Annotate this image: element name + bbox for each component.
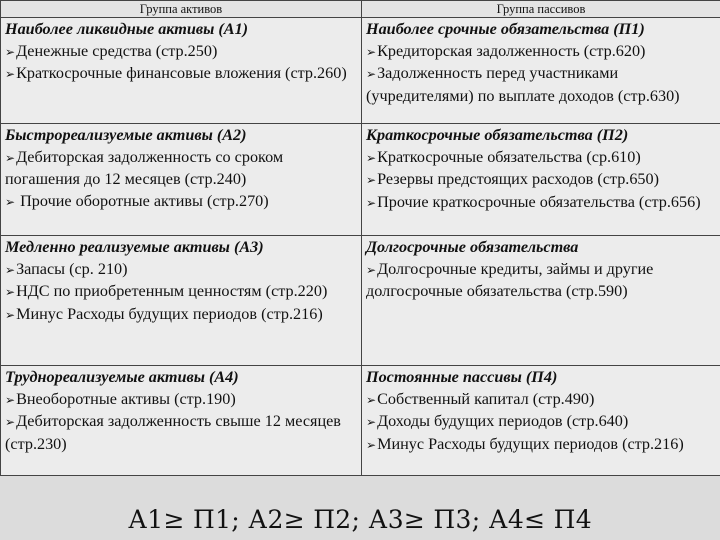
arrowhead-bullet-icon: ➢ xyxy=(5,308,16,323)
list-item: ➢Краткосрочные обязательства (ср.610) xyxy=(366,147,641,166)
liability-group-title: Долгосрочные обязательства xyxy=(366,238,579,256)
assets-group-header: Группа активов xyxy=(1,1,362,18)
asset-group-title: Наиболее ликвидные активы (А1) xyxy=(5,20,249,38)
table-header-row xyxy=(1,1,720,18)
liability-cell-p3 xyxy=(362,236,720,366)
list-item: ➢Краткосрочные финансовые вложения (стр.260) xyxy=(5,64,347,83)
arrowhead-bullet-icon: ➢ xyxy=(5,392,16,407)
list-item: ➢Прочие краткосрочные обязательства (стр.656) xyxy=(366,193,701,212)
list-item: ➢ Прочие оборотные активы (стр.270) xyxy=(5,192,269,211)
list-item: ➢Внеоборотные активы (стр.190) xyxy=(5,389,236,408)
arrowhead-bullet-icon: ➢ xyxy=(366,67,377,82)
list-item: ➢Минус Расходы будущих периодов (стр.216) xyxy=(366,435,684,454)
table-row xyxy=(1,18,720,124)
liabilities-group-header: Группа пассивов xyxy=(362,1,720,18)
list-item: ➢Резервы предстоящих расходов (стр.650) xyxy=(366,170,660,189)
list-item: ➢Запасы (ср. 210) xyxy=(5,259,128,278)
list-item: ➢Дебиторская задолженность свыше 12 месяцев (стр.230) xyxy=(5,412,341,454)
list-item: ➢Минус Расходы будущих периодов (стр.216) xyxy=(5,305,323,324)
list-item: ➢Денежные средства (стр.250) xyxy=(5,41,218,60)
list-item: ➢Долгосрочные кредиты, займы и другие долгосрочные обязательства (стр.590) xyxy=(366,259,654,301)
arrowhead-bullet-icon: ➢ xyxy=(5,44,16,59)
asset-group-title: Быстрореализуемые активы (А2) xyxy=(5,126,247,144)
arrowhead-bullet-icon: ➢ xyxy=(366,438,377,453)
liability-group-title: Постоянные пассивы (П4) xyxy=(366,368,558,386)
arrowhead-bullet-icon: ➢ xyxy=(5,150,16,165)
table-row xyxy=(1,236,720,366)
arrowhead-bullet-icon: ➢ xyxy=(366,44,377,59)
arrowhead-bullet-icon: ➢ xyxy=(5,262,16,277)
list-item: ➢Доходы будущих периодов (стр.640) xyxy=(366,412,629,431)
list-item: ➢Кредиторская задолженность (стр.620) xyxy=(366,41,646,60)
arrowhead-bullet-icon: ➢ xyxy=(366,150,377,165)
arrowhead-bullet-icon: ➢ xyxy=(366,173,377,188)
arrowhead-bullet-icon: ➢ xyxy=(5,67,16,82)
arrowhead-bullet-icon: ➢ xyxy=(5,285,16,300)
asset-cell-a1 xyxy=(1,18,362,124)
arrowhead-bullet-icon: ➢ xyxy=(366,415,377,430)
list-item: ➢Собственный капитал (стр.490) xyxy=(366,389,595,408)
list-item: ➢НДС по приобретенным ценностям (стр.220) xyxy=(5,282,328,301)
asset-group-title: Медленно реализуемые активы (А3) xyxy=(5,238,264,256)
list-item: ➢Задолженность перед участниками (учредителями) по выплате доходов (стр.630) xyxy=(366,64,680,106)
arrowhead-bullet-icon: ➢ xyxy=(366,262,377,277)
liquidity-condition-formula: А1≥ П1; А2≥ П2; А3≥ П3; А4≤ П4 xyxy=(128,505,592,534)
asset-cell-a2 xyxy=(1,124,362,236)
arrowhead-bullet-icon: ➢ xyxy=(5,195,16,210)
liability-group-title: Наиболее срочные обязательства (П1) xyxy=(366,20,645,38)
liability-group-title: Краткосрочные обязательства (П2) xyxy=(366,126,629,144)
asset-group-title: Труднореализуемые активы (А4) xyxy=(5,368,239,386)
liability-cell-p4 xyxy=(362,366,720,476)
table-row xyxy=(1,366,720,476)
asset-cell-a4 xyxy=(1,366,362,476)
asset-cell-a3 xyxy=(1,236,362,366)
arrowhead-bullet-icon: ➢ xyxy=(366,196,377,211)
list-item: ➢Дебиторская задолженность со сроком погашения до 12 месяцев (стр.240) xyxy=(5,147,284,189)
table-row xyxy=(1,124,720,236)
arrowhead-bullet-icon: ➢ xyxy=(366,392,377,407)
arrowhead-bullet-icon: ➢ xyxy=(5,415,16,430)
liability-cell-p2 xyxy=(362,124,720,236)
liability-cell-p1 xyxy=(362,18,720,124)
